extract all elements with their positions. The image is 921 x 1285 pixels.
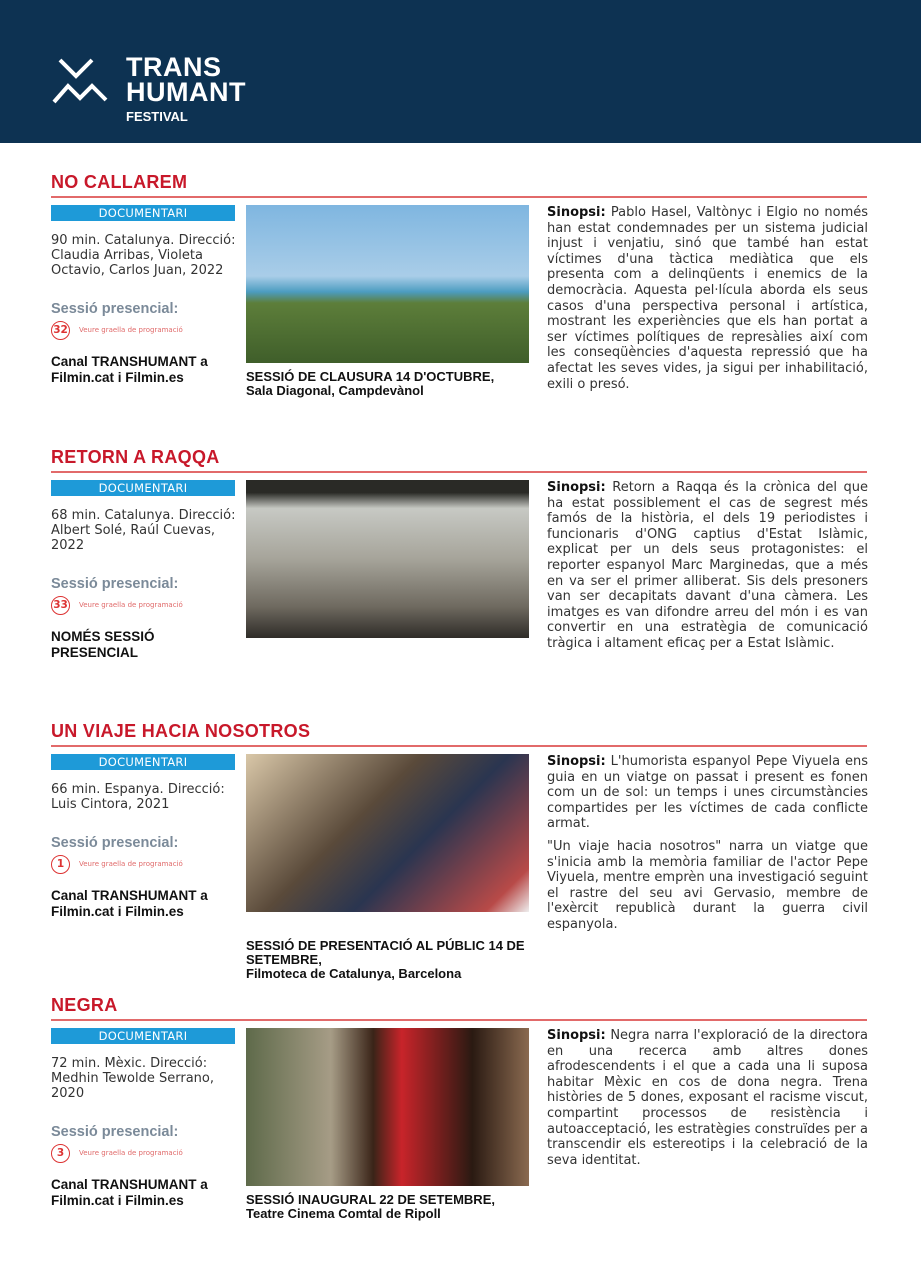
session-caption [246,939,536,981]
festival-logo [52,52,252,124]
film-still-image [246,205,529,363]
genre-badge: DOCUMENTARI [51,205,235,221]
film-section [0,172,921,442]
divider [51,1019,867,1021]
film-section [0,995,921,1265]
synopsis-text: Negra narra l'exploració de la directora en una recerca amb altres dones afrodescendents i el que a cada una li suposa habitar Mèxic en cos de dona negra. Trena històries de 5 dones, exposant el racisme viscut, compartint processos de resistència i autoacceptació, les estratègies construïdes per a transcendir els estereotips i la celebració de la seva identitat. [547,1028,868,1168]
session-label: Sessió presencial: [51,576,179,592]
logo-mark-icon [52,56,112,104]
schedule-link[interactable]: Veure graella de programació [79,326,183,334]
caption-bold: SESSIÓ DE PRESENTACIÓ AL PÚBLIC 14 DE SETEMBRE, [246,938,525,967]
synopsis-text: Pablo Hasel, Valtònyc i Elgio no només han estat condemnades per un sistema judicial injust i venjatiu, sinó que també han estat víctimes d'una tàctica mediàtica que els presenta com a delinqüents i enemics de la democràcia. Aquesta pel·lícula aborda els seus casos d'una perspectiva personal i artística, mostrant les experiències que els han portat a ser víctimes polítiques de represàlies així com les conseqüències d'aquesta repressió que ha afectat les seves vides, ja sigui per inhabilitació, exili o presó. [547,205,868,392]
session-label: Sessió presencial: [51,1124,179,1140]
film-meta: 66 min. Espanya. Direcció: Luis Cintora, 2021 [51,782,225,812]
film-meta: 72 min. Mèxic. Direcció: Medhin Tewolde Serrano, 2020 [51,1056,215,1101]
film-still-image [246,480,529,638]
synopsis-paragraph [547,1028,868,1168]
logo-line2: HUMANT [126,77,246,107]
session-number-icon: 1 [51,855,70,874]
logo-line3: FESTIVAL [126,109,188,124]
synopsis-label: Sinopsi: [547,205,606,220]
genre-badge: DOCUMENTARI [51,754,235,770]
synopsis-paragraph [547,754,868,832]
channel-info: Canal TRANSHUMANT a Filmin.cat i Filmin.es [51,354,208,385]
channel-info: Canal TRANSHUMANT a Filmin.cat i Filmin.es [51,888,208,919]
synopsis-paragraph [547,839,868,933]
synopsis [547,480,868,652]
session-caption [246,370,536,398]
synopsis-label: Sinopsi: [547,1028,606,1043]
genre-badge: DOCUMENTARI [51,1028,235,1044]
header [0,0,921,143]
film-section [0,447,921,717]
logo-line1: TRANS [126,52,222,82]
channel-info: Canal TRANSHUMANT a Filmin.cat i Filmin.es [51,1177,208,1208]
film-meta: 90 min. Catalunya. Direcció: Claudia Arribas, Violeta Octavio, Carlos Juan, 2022 [51,233,236,278]
film-still-image [246,754,529,912]
session-number-icon: 3 [51,1144,70,1163]
synopsis-text: L'humorista espanyol Pepe Viyuela ens guia en un viatge on passat i present es fonen com un de sol: un temps i unes circumstàncies compartides per les víctimes de cada conflicte armat. [547,754,868,832]
film-title: NEGRA [51,995,118,1015]
schedule-link[interactable]: Veure graella de programació [79,601,183,609]
caption-bold: SESSIÓ INAUGURAL 22 DE SETEMBRE, [246,1192,495,1207]
divider [51,745,867,747]
session-label: Sessió presencial: [51,835,179,851]
session-caption [246,1193,536,1221]
caption-venue: Filmoteca de Catalunya, Barcelona [246,966,462,981]
caption-venue: Sala Diagonal, Campdevànol [246,383,424,398]
caption-bold: SESSIÓ DE CLAUSURA 14 D'OCTUBRE, [246,369,495,384]
synopsis [547,205,868,392]
film-title: NO CALLAREM [51,172,188,192]
genre-badge: DOCUMENTARI [51,480,235,496]
synopsis-label: Sinopsi: [547,754,606,769]
session-number-icon: 32 [51,321,70,340]
caption-venue: Teatre Cinema Comtal de Ripoll [246,1206,441,1221]
film-section [0,721,921,991]
synopsis-text: "Un viaje hacia nosotros" narra un viatge que s'inicia amb la memòria familiar de l'actor Pepe Viyuela, mentre emprèn una investigació seguint el rastre del seu avi Gervasio, membre de l'exèrcit republicà durant la guerra civil espanyola. [547,838,868,932]
film-title: UN VIAJE HACIA NOSOTROS [51,721,311,741]
session-number-icon: 33 [51,596,70,615]
divider [51,196,867,198]
channel-info: NOMÉS SESSIÓ PRESENCIAL [51,629,155,660]
synopsis [547,1028,868,1168]
synopsis [547,754,868,933]
film-meta: 68 min. Catalunya. Direcció: Albert Solé, Raúl Cuevas, 2022 [51,508,236,553]
synopsis-text: Retorn a Raqqa és la crònica del que ha estat possiblement el cas de segrest més famós de la història, el dels 19 periodistes i funcionaris d'ONG captius d'Estat Islàmic, explicat per un dels seus protagonistes: el reporter espanyol Marc Marginedas, que a més en va ser el primer alliberat. Sis dels presoners van ser decapitats davant d'una càmera. Les imatges es van difondre arreu del món i es van convertir en una estratègia de comunicació tràgica i altament eficaç per a Estat Islàmic. [547,480,868,651]
synopsis-paragraph [547,480,868,652]
film-title: RETORN A RAQQA [51,447,220,467]
divider [51,471,867,473]
film-still-image [246,1028,529,1186]
synopsis-label: Sinopsi: [547,480,606,495]
session-label: Sessió presencial: [51,301,179,317]
schedule-link[interactable]: Veure graella de programació [79,860,183,868]
schedule-link[interactable]: Veure graella de programació [79,1149,183,1157]
synopsis-paragraph [547,205,868,392]
